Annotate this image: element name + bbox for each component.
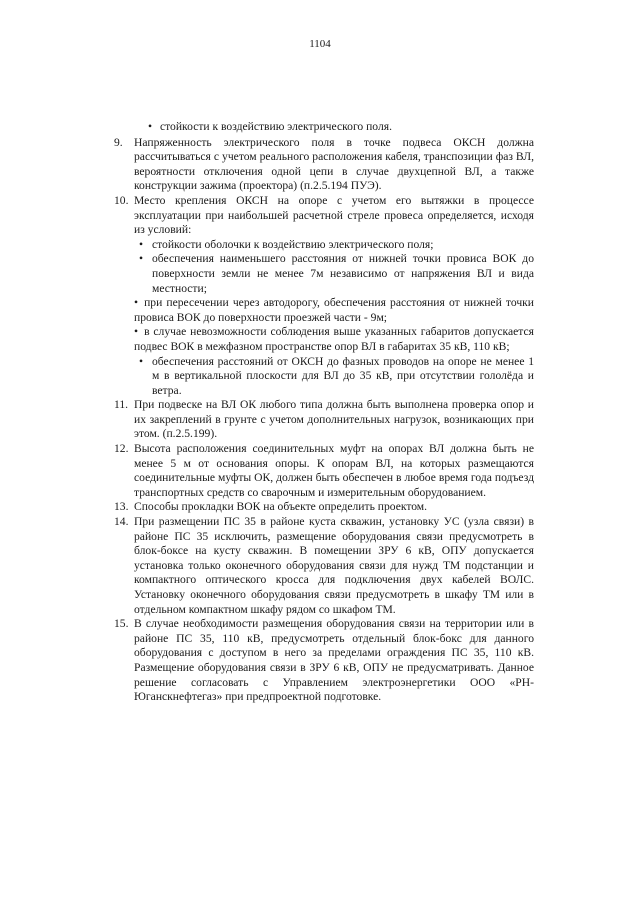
list-item-15: [114, 617, 534, 705]
item-text: При подвеске на ВЛ ОК любого типа должна быть выполнена проверка опор и их закреплений в грунте с учетом дополнительных нагрузок, возникающих при этом. (п.2.5.199).: [134, 398, 534, 441]
condition-text: в случае невозможности соблюдения выше указанных габаритов допускается подвес ВОК в межфазном пространстве опор ВЛ в габаритах 35 кВ, 110 кВ;: [134, 325, 534, 353]
condition-item: [114, 296, 534, 325]
item-number: 10.: [114, 193, 129, 207]
list-item-11: [114, 398, 534, 442]
condition-text: обеспечения наименьшего расстояния от нижней точки провиса ВОК до поверхности земли не менее 7м независимо от напряжения ВЛ и вида местности;: [152, 252, 534, 295]
list-item-9: [114, 136, 534, 194]
condition-text: обеспечения расстояний от ОКСН до фазных проводов на опоре не менее 1 м в вертикальной плоскости для ВЛ до 35 кВ, при отсутствии гололёда и ветра.: [152, 354, 534, 397]
list-item-12: [114, 442, 534, 500]
item-text: Напряженность электрического поля в точке подвеса ОКСН должна рассчитываться с учетом реального расположения кабеля, транспозиции фаз ВЛ, вероятности отключения одной цепи в случае двухцепной ВЛ, а также конструкции зажима (проектора) (п.2.5.194 ПУЭ).: [134, 135, 534, 193]
page-number: 1104: [309, 38, 331, 50]
list-item: [114, 120, 534, 135]
condition-item: [114, 355, 534, 399]
item-text: При размещении ПС 35 в районе куста скважин, установку УС (узла связи) в районе ПС 35 исключить, размещение оборудования связи предусмотреть в блок-боксе на кусту скважин. В помещении ЗРУ 6 кВ, ОПУ допускается установка только оконечного оборудования связи для нужд ТМ подстанции и компактного оптического кросса для подключения двух кабелей ВОЛС. Установку оконечного оборудования связи предусмотреть в шкафу ТМ или в отдельном компактном шкафу рядом со шкафом ТМ.: [134, 515, 534, 616]
condition-item: [114, 252, 534, 296]
list-item-14: [114, 515, 534, 617]
bullet-text: стойкости к воздействию электрического поля.: [160, 120, 392, 133]
item-number: 14.: [114, 515, 129, 529]
condition-text: стойкости оболочки к воздействию электрического поля;: [152, 237, 434, 251]
item-text: Место крепления ОКСН на опоре с учетом его вытяжки в процессе эксплуатации при наибольшей расчетной стреле провеса определяется, исходя из условий:: [134, 193, 534, 237]
condition-item: [114, 325, 534, 354]
bullet-icon: •: [148, 120, 153, 133]
list-item-13: [114, 500, 534, 515]
item-text: Высота расположения соединительных муфт на опорах ВЛ должна быть не менее 5 м от основания опоры. К опорам ВЛ, на которых размещаются соединительные муфты ОК, должен быть обеспечен в любое время года подъезд транспортных средств со сварочным и измерительным оборудованием.: [134, 442, 534, 499]
condition-text: при пересечении через автодорогу, обеспечения расстояния от нижней точки провиса ВОК до поверхности проезжей части - 9м;: [134, 296, 534, 324]
condition-item: [114, 238, 534, 253]
item-text: Способы прокладки ВОК на объекте определить проектом.: [134, 500, 428, 514]
item-number: 13.: [114, 500, 129, 514]
bullet-icon: •: [139, 237, 144, 251]
bullet-icon: •: [139, 252, 144, 266]
item-number: 12.: [114, 442, 129, 456]
bullet-icon: •: [134, 296, 139, 310]
item-number: 15.: [114, 617, 129, 631]
item-text: В случае необходимости размещения оборудования связи на территории или в районе ПС 35, 110 кВ, предусмотреть отдельный блок-бокс для данного оборудования с доступом в него за пределами ограждения ПС 35, 110 кВ. Размещение оборудования связи в ЗРУ 6 кВ, ОПУ не предусматривать. Данное решение согласовать с Управлением электроэнергетики ООО «РН-Юганскнефтегаз» при предпроектной подготовке.: [134, 617, 534, 704]
list-item-10: [114, 194, 534, 238]
bullet-icon: •: [134, 325, 139, 339]
bullet-icon: •: [139, 354, 144, 368]
item-number: 11.: [114, 398, 129, 412]
item-number: 9.: [114, 135, 123, 149]
document-body: [114, 120, 534, 705]
